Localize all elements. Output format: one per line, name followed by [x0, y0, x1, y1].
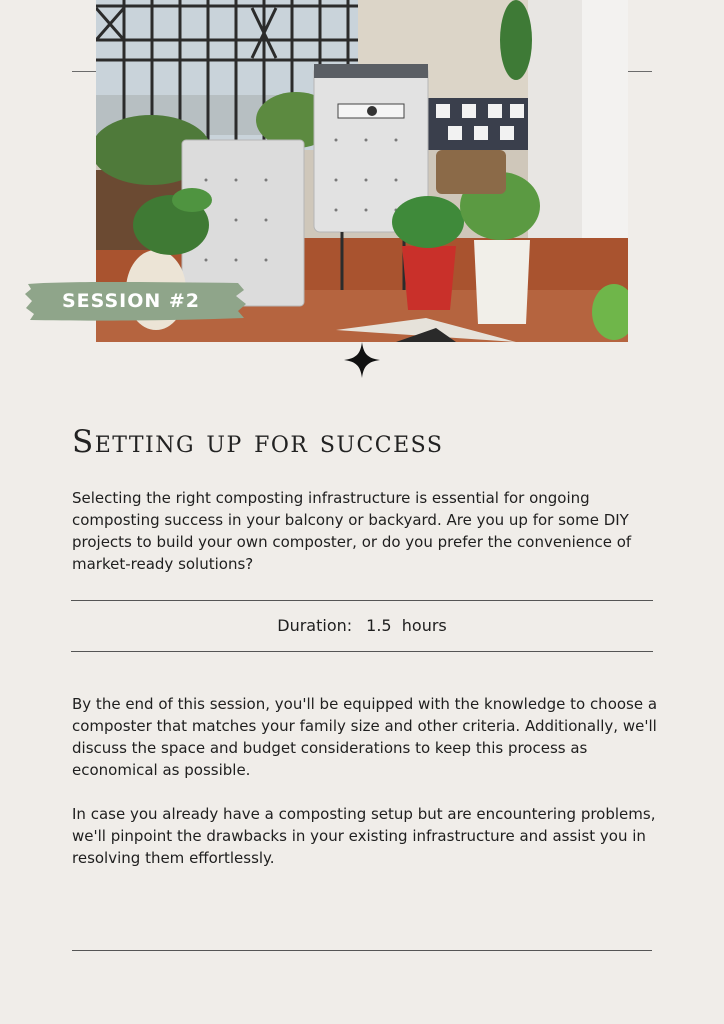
session-badge [24, 280, 248, 322]
top-rule-right [628, 71, 652, 72]
duration-rule-bottom [71, 651, 653, 652]
duration-row [71, 614, 653, 638]
troubleshoot-paragraph: In case you already have a composting setup but are encountering problems, we'll pinpoint the drawbacks in your existing infrastructure and assist you in resolving them effortlessly. [72, 805, 656, 867]
top-rule-left [72, 71, 96, 72]
four-point-star-icon [344, 342, 380, 378]
duration-label: Duration: [277, 616, 353, 635]
footer-rule [72, 950, 652, 951]
session-label: SESSION #2 [61, 290, 201, 312]
page-title: Setting up for success [72, 424, 444, 460]
duration-rule-top [71, 600, 653, 601]
intro-paragraph: Selecting the right composting infrastructure is essential for ongoing composting success in your balcony or backyard. Are you up for some DIY projects to build your own composter, or do you prefer the convenience of market-ready solutions? [72, 489, 632, 573]
duration-value: 1.5 hours [366, 616, 447, 635]
outcome-paragraph: By the end of this session, you'll be equipped with the knowledge to choose a composter that matches your family size and other criteria. Additionally, we'll discuss the space and budget considerations to keep this process as economical as possible. [72, 695, 658, 779]
